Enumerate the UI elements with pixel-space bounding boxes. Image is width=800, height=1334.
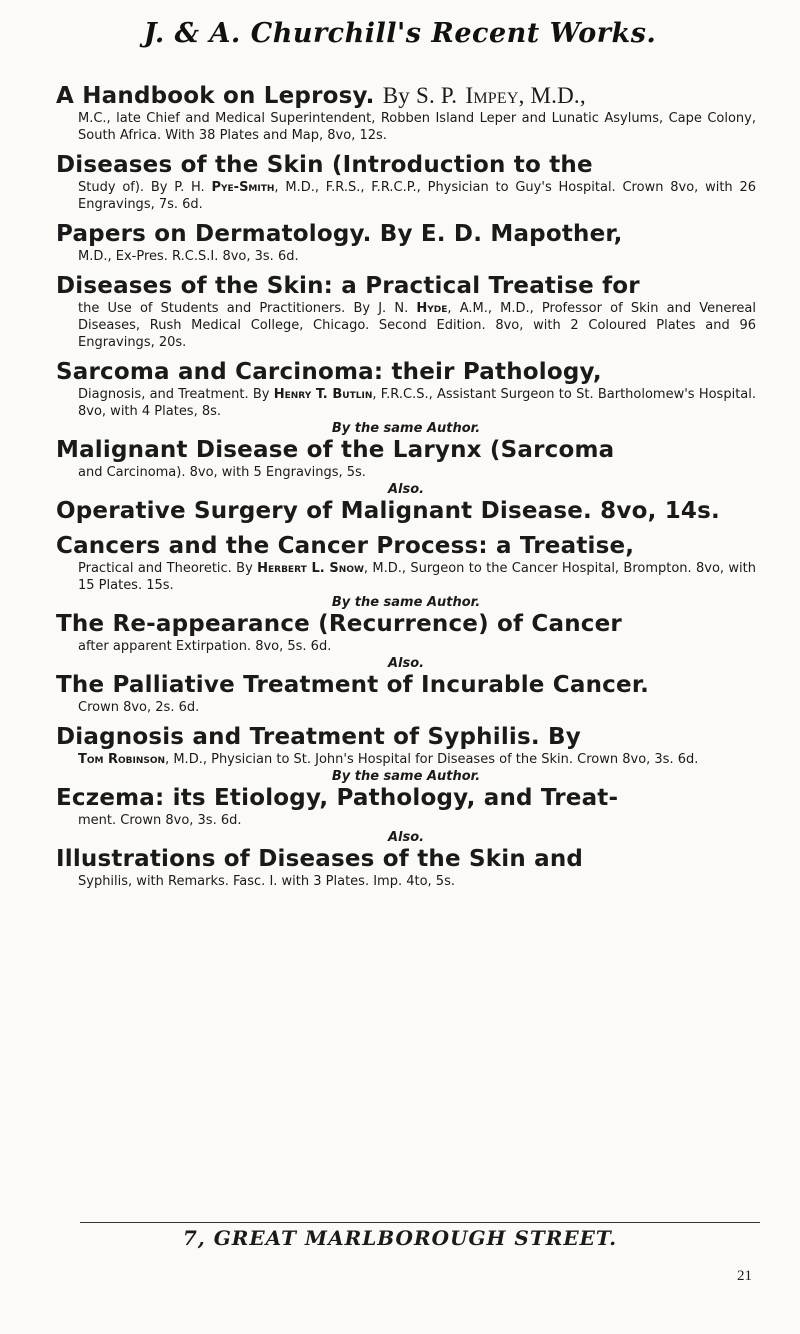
entry-note: By the same Author. xyxy=(331,421,481,436)
entry-description: , A.M., M.D., Professor of Skin and Venereal Diseases, Rush Medical College, Chicago. Second Edition. 8vo, with 2 Coloured Plates and 96 Engravings, 20s. xyxy=(78,301,756,350)
entry-description: , F.R.C.S., Assistant Surgeon to St. Bartholomew's Hospital. 8vo, with 4 Plates, 8s. xyxy=(78,387,756,419)
entry-title: Papers on Dermatology. By E. D. Mapother, xyxy=(56,221,623,247)
entry-note: By the same Author. xyxy=(331,595,481,610)
entry-title: Diseases of the Skin: a Practical Treatise for xyxy=(56,273,640,299)
entry-author: Pye-Smith xyxy=(211,180,275,195)
entry-title: The Re-appearance (Recurrence) of Cancer xyxy=(56,611,622,637)
entry-skin-treatise xyxy=(56,273,756,351)
entry-title: Cancers and the Cancer Process: a Treatise, xyxy=(56,533,635,559)
entry-operative-surgery xyxy=(56,498,756,525)
entry-note: Also. xyxy=(387,830,425,845)
entry-list xyxy=(56,82,756,890)
entry-author: Herbert L. Snow xyxy=(257,561,364,576)
entry-larynx xyxy=(56,437,756,498)
entry-description: , M.D., F.R.S., F.R.C.P., Physician to Guy's Hospital. Crown 8vo, with 26 Engravings, 7s. 6d. xyxy=(78,180,756,212)
entry-note: By the same Author. xyxy=(331,769,481,784)
entry-title: Diagnosis and Treatment of Syphilis. By xyxy=(56,724,581,750)
entry-description: M.D., Ex-Pres. R.C.S.I. 8vo, 3s. 6d. xyxy=(78,249,299,264)
entry-desc-pre: Practical and Theoretic. By xyxy=(78,561,253,576)
entry-author: Henry T. Butlin xyxy=(273,387,373,402)
entry-skin-intro xyxy=(56,152,756,213)
entry-description: M.C., late Chief and Medical Superintendent, Robben Island Leper and Lunatic Asylums, Cape Colony, South Africa. With 38 Plates and Map, 8vo, 12s. xyxy=(78,111,756,143)
entry-title: Malignant Disease of the Larynx (Sarcoma xyxy=(56,437,615,463)
entry-title: Sarcoma and Carcinoma: their Pathology, xyxy=(56,359,602,385)
entry-description: Crown 8vo, 2s. 6d. xyxy=(78,700,200,715)
entry-author: Tom Robinson xyxy=(78,752,166,767)
entry-title-tail: , M.D., xyxy=(518,83,586,108)
entry-description: and Carcinoma). 8vo, with 5 Engravings, 5s. xyxy=(78,465,366,480)
entry-author: Impey xyxy=(465,83,519,108)
entry-description: Syphilis, with Remarks. Fasc. I. with 3 Plates. Imp. 4to, 5s. xyxy=(78,874,455,889)
entry-dermatology xyxy=(56,221,756,265)
entry-title: A Handbook on Leprosy. xyxy=(56,83,375,109)
entry-desc-pre: Diagnosis, and Treatment. By xyxy=(78,387,270,402)
footer-rule xyxy=(80,1222,760,1223)
entry-author: Hyde xyxy=(416,301,448,316)
entry-note: Also. xyxy=(387,482,425,497)
publisher-address: 7, GREAT MARLBOROUGH STREET. xyxy=(182,1226,618,1250)
entry-description: , M.D., Surgeon to the Cancer Hospital, Brompton. 8vo, with 15 Plates. 15s. xyxy=(78,561,756,593)
entry-illustrations xyxy=(56,846,756,890)
entry-eczema xyxy=(56,785,756,846)
entry-syphilis xyxy=(56,724,756,785)
entry-title: Diseases of the Skin (Introduction to the xyxy=(56,152,593,178)
entry-title: Operative Surgery of Malignant Disease. 8vo, 14s. xyxy=(56,498,720,524)
entry-desc-pre: Study of). By P. H. xyxy=(78,180,205,195)
entry-sarcoma xyxy=(56,359,756,437)
entry-cancer-process xyxy=(56,533,756,611)
entry-title: Eczema: its Etiology, Pathology, and Treat- xyxy=(56,785,619,811)
entry-palliative xyxy=(56,672,756,716)
entry-reappearance xyxy=(56,611,756,672)
entry-desc-pre: the Use of Students and Practitioners. By J. N. xyxy=(78,301,409,316)
entry-description: after apparent Extirpation. 8vo, 5s. 6d. xyxy=(78,639,332,654)
entry-description: , M.D., Physician to St. John's Hospital for Diseases of the Skin. Crown 8vo, 3s. 6d. xyxy=(165,752,699,767)
page-number: 21 xyxy=(737,1268,752,1284)
entry-leprosy xyxy=(56,82,756,144)
entry-by: By S. P. xyxy=(382,83,458,108)
entry-description: ment. Crown 8vo, 3s. 6d. xyxy=(78,813,242,828)
entry-title: The Palliative Treatment of Incurable Cancer. xyxy=(56,672,650,698)
entry-title: Illustrations of Diseases of the Skin and xyxy=(56,846,584,872)
page-header: J. & A. Churchill's Recent Works. xyxy=(143,18,657,49)
entry-note: Also. xyxy=(387,656,425,671)
